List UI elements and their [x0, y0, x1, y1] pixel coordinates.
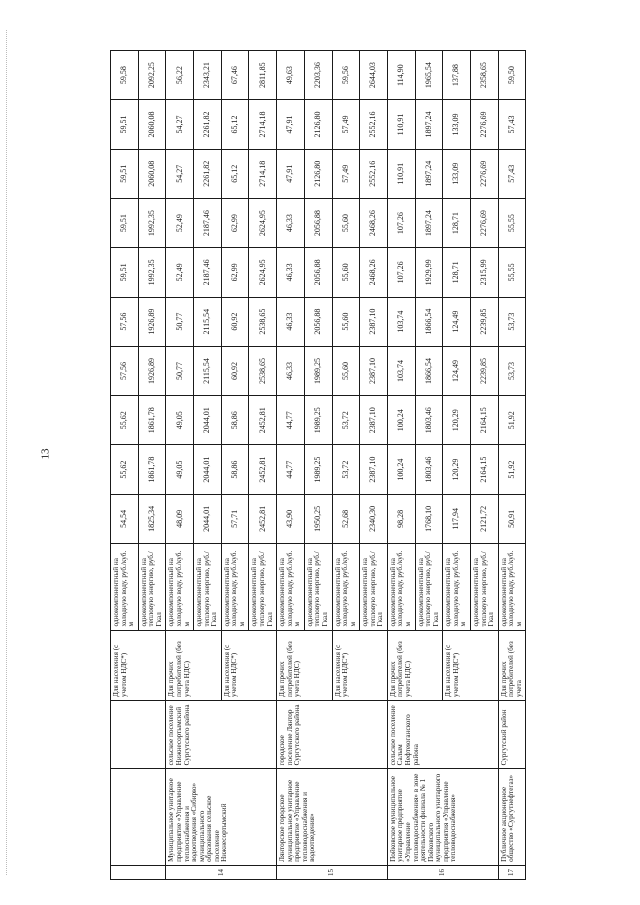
tariff-table-container — [110, 50, 526, 880]
tariff-value-cell: 53,73 — [498, 297, 526, 346]
tariff-value-cell: 103,74 — [387, 297, 415, 346]
tariff-value-cell: 49,05 — [166, 445, 194, 494]
tariff-value-cell: 1803,46 — [415, 445, 443, 494]
tariff-value-cell: 50,77 — [166, 346, 194, 395]
tariff-value-cell: 2115,54 — [194, 346, 222, 395]
tariff-value-cell: 1926,89 — [138, 346, 166, 395]
row-index — [111, 865, 166, 879]
tariff-value-cell: 2261,82 — [194, 100, 222, 149]
tariff-value-cell: 1866,54 — [415, 346, 443, 395]
tariff-value-cell: 100,24 — [387, 396, 415, 445]
tariff-value-cell: 107,26 — [387, 248, 415, 297]
tariff-value-cell: 2538,65 — [249, 297, 277, 346]
consumer-group-cell: Для населения (с учетом НДС*) — [221, 630, 276, 700]
tariff-value-cell: 124,49 — [443, 346, 471, 395]
table-row — [277, 51, 305, 880]
tariff-value-cell: 52,49 — [166, 248, 194, 297]
tariff-value-cell: 2276,69 — [470, 149, 498, 198]
consumer-group-cell: Для населения (с учетом НДС*) — [332, 630, 387, 700]
tariff-value-cell: 1992,35 — [138, 198, 166, 247]
tariff-value-cell: 137,88 — [443, 51, 471, 100]
tariff-value-cell: 59,51 — [111, 149, 139, 198]
tariff-value-cell: 1989,25 — [304, 445, 332, 494]
tariff-type-cell: однокомпонентный на холодную воду, руб./куб. м — [332, 544, 360, 631]
tariff-value-cell: 2714,18 — [249, 100, 277, 149]
tariff-value-cell: 2164,15 — [470, 445, 498, 494]
tariff-value-cell: 55,62 — [111, 445, 139, 494]
tariff-value-cell: 1897,24 — [415, 100, 443, 149]
tariff-type-cell: однокомпонентный на холодную воду, руб./куб. м — [498, 544, 526, 631]
tariff-value-cell: 59,58 — [111, 51, 139, 100]
tariff-value-cell: 46,33 — [277, 248, 305, 297]
tariff-value-cell: 54,54 — [111, 494, 139, 543]
tariff-value-cell: 2468,26 — [360, 248, 388, 297]
tariff-value-cell: 2121,72 — [470, 494, 498, 543]
tariff-value-cell: 62,99 — [221, 248, 249, 297]
tariff-value-cell: 2060,08 — [138, 149, 166, 198]
tariff-value-cell: 128,71 — [443, 248, 471, 297]
tariff-value-cell: 47,91 — [277, 100, 305, 149]
tariff-value-cell: 1897,24 — [415, 149, 443, 198]
tariff-value-cell: 2239,85 — [470, 346, 498, 395]
territory-cell: Сургутский район — [498, 700, 526, 768]
tariff-value-cell: 60,92 — [221, 346, 249, 395]
consumer-group-cell: Для населения (с учетом НДС*) — [111, 630, 166, 700]
tariff-value-cell: 53,72 — [332, 445, 360, 494]
tariff-value-cell: 1768,10 — [415, 494, 443, 543]
tariff-value-cell: 59,51 — [111, 198, 139, 247]
tariff-value-cell: 1897,24 — [415, 198, 443, 247]
tariff-value-cell: 59,51 — [111, 100, 139, 149]
tariff-value-cell: 59,51 — [111, 248, 139, 297]
consumer-group-cell: Для прочих потребителей (без учета — [498, 630, 526, 700]
tariff-value-cell: 44,77 — [277, 445, 305, 494]
tariff-value-cell: 55,60 — [332, 198, 360, 247]
tariff-table — [110, 50, 526, 880]
tariff-value-cell: 51,92 — [498, 445, 526, 494]
tariff-value-cell: 62,99 — [221, 198, 249, 247]
organization-cell: Муниципальное унитарное предприятие «Управление теплоснабжения и водоотведения «Сибирю» муниципального образования сельское поселение Нижнесортымский — [166, 769, 277, 866]
tariff-value-cell: 133,09 — [443, 100, 471, 149]
tariff-value-cell: 57,43 — [498, 149, 526, 198]
tariff-type-cell: однокомпонентный на холодную воду, руб./куб. м — [111, 544, 139, 631]
tariff-value-cell: 1992,35 — [138, 248, 166, 297]
tariff-value-cell: 2552,16 — [360, 149, 388, 198]
tariff-value-cell: 2468,26 — [360, 198, 388, 247]
tariff-value-cell: 52,49 — [166, 198, 194, 247]
tariff-value-cell: 57,56 — [111, 346, 139, 395]
tariff-value-cell: 2276,69 — [470, 100, 498, 149]
tariff-value-cell: 2056,88 — [304, 248, 332, 297]
tariff-value-cell: 2044,01 — [194, 396, 222, 445]
tariff-value-cell: 46,33 — [277, 346, 305, 395]
tariff-type-cell: однокомпонентный на холодную воду, руб./куб. м — [277, 544, 305, 631]
tariff-value-cell: 50,91 — [498, 494, 526, 543]
tariff-value-cell: 100,24 — [387, 445, 415, 494]
tariff-value-cell: 128,71 — [443, 198, 471, 247]
tariff-value-cell: 2452,81 — [249, 494, 277, 543]
tariff-value-cell: 55,60 — [332, 248, 360, 297]
tariff-value-cell: 1929,99 — [415, 248, 443, 297]
tariff-value-cell: 55,62 — [111, 396, 139, 445]
territory-cell: городское поселение Лянтор Сургутского района — [277, 700, 388, 768]
tariff-value-cell: 1866,54 — [415, 297, 443, 346]
tariff-value-cell: 1989,25 — [304, 346, 332, 395]
tariff-value-cell: 59,50 — [498, 51, 526, 100]
tariff-value-cell: 110,91 — [387, 100, 415, 149]
territory-cell: сельское поселение Салым Нефтеюганского района — [387, 700, 498, 768]
tariff-type-cell: однокомпонентный на тепловую энергию, руб./Гкал — [249, 544, 277, 631]
tariff-value-cell: 48,09 — [166, 494, 194, 543]
tariff-value-cell: 1950,25 — [304, 494, 332, 543]
tariff-value-cell: 57,49 — [332, 100, 360, 149]
tariff-value-cell: 2164,15 — [470, 396, 498, 445]
tariff-value-cell: 2624,95 — [249, 198, 277, 247]
tariff-value-cell: 54,27 — [166, 100, 194, 149]
table-row — [498, 51, 526, 880]
tariff-value-cell: 54,27 — [166, 149, 194, 198]
tariff-value-cell: 52,68 — [332, 494, 360, 543]
tariff-value-cell: 2452,81 — [249, 396, 277, 445]
tariff-value-cell: 124,49 — [443, 297, 471, 346]
tariff-value-cell: 57,43 — [498, 100, 526, 149]
tariff-value-cell: 55,55 — [498, 248, 526, 297]
tariff-value-cell: 2239,85 — [470, 297, 498, 346]
tariff-type-cell: однокомпонентный на холодную воду, руб./куб. м — [387, 544, 415, 631]
tariff-type-cell: однокомпонентный на тепловую энергию, руб./Гкал — [194, 544, 222, 631]
tariff-value-cell: 59,56 — [332, 51, 360, 100]
tariff-value-cell: 1803,46 — [415, 396, 443, 445]
tariff-value-cell: 51,92 — [498, 396, 526, 445]
tariff-value-cell: 44,77 — [277, 396, 305, 445]
tariff-value-cell: 55,55 — [498, 198, 526, 247]
tariff-value-cell: 2126,80 — [304, 100, 332, 149]
tariff-value-cell: 2714,18 — [249, 149, 277, 198]
organization-cell: Пойковское муниципальное унитарное предприятие «Управление тепловодоснабжения» в зоне деятельности филиала № 1 Пойковского муниципального унитарного предприятия «Управление тепловодоснабжения» — [387, 769, 498, 866]
tariff-value-cell: 103,74 — [387, 346, 415, 395]
tariff-value-cell: 2387,10 — [360, 297, 388, 346]
tariff-value-cell: 2187,46 — [194, 248, 222, 297]
consumer-group-cell: Для населения (с учетом НДС*) — [443, 630, 498, 700]
tariff-value-cell: 2624,95 — [249, 248, 277, 297]
tariff-value-cell: 2644,03 — [360, 51, 388, 100]
tariff-value-cell: 2538,65 — [249, 346, 277, 395]
tariff-value-cell: 98,28 — [387, 494, 415, 543]
consumer-group-cell: Для прочих потребителей (без учета НДС) — [166, 630, 221, 700]
tariff-value-cell: 53,72 — [332, 396, 360, 445]
tariff-value-cell: 53,73 — [498, 346, 526, 395]
territory-cell — [111, 700, 166, 768]
table-row — [111, 51, 139, 880]
tariff-value-cell: 2276,69 — [470, 198, 498, 247]
tariff-value-cell: 2811,85 — [249, 51, 277, 100]
tariff-value-cell: 2552,16 — [360, 100, 388, 149]
tariff-value-cell: 114,90 — [387, 51, 415, 100]
tariff-value-cell: 2387,10 — [360, 445, 388, 494]
tariff-value-cell: 1989,25 — [304, 396, 332, 445]
tariff-value-cell: 65,12 — [221, 149, 249, 198]
tariff-type-cell: однокомпонентный на тепловую энергию, руб./Гкал — [470, 544, 498, 631]
tariff-value-cell: 2126,80 — [304, 149, 332, 198]
tariff-value-cell: 2203,36 — [304, 51, 332, 100]
table-row — [387, 51, 415, 880]
tariff-value-cell: 46,33 — [277, 198, 305, 247]
tariff-value-cell: 1825,34 — [138, 494, 166, 543]
tariff-value-cell: 49,63 — [277, 51, 305, 100]
organization-cell: Публичное акционерное общество «Сургутнефтегаз» — [498, 769, 526, 866]
row-index: 14 — [166, 865, 277, 879]
tariff-value-cell: 2044,01 — [194, 445, 222, 494]
tariff-value-cell: 120,29 — [443, 396, 471, 445]
tariff-value-cell: 2060,08 — [138, 100, 166, 149]
tariff-value-cell: 50,77 — [166, 297, 194, 346]
tariff-value-cell: 60,92 — [221, 297, 249, 346]
tariff-value-cell: 2044,01 — [194, 494, 222, 543]
tariff-value-cell: 57,49 — [332, 149, 360, 198]
tariff-value-cell: 57,71 — [221, 494, 249, 543]
tariff-value-cell: 1861,78 — [138, 445, 166, 494]
tariff-type-cell: однокомпонентный на холодную воду, руб./куб. м — [221, 544, 249, 631]
tariff-value-cell: 107,26 — [387, 198, 415, 247]
tariff-value-cell: 1861,78 — [138, 396, 166, 445]
tariff-type-cell: однокомпонентный на тепловую энергию, руб./Гкал — [304, 544, 332, 631]
territory-cell: сельское поселение Нижнесортымский Сургутского района — [166, 700, 277, 768]
tariff-value-cell: 58,86 — [221, 445, 249, 494]
tariff-value-cell: 65,12 — [221, 100, 249, 149]
tariff-value-cell: 55,60 — [332, 297, 360, 346]
tariff-value-cell: 2261,82 — [194, 149, 222, 198]
tariff-value-cell: 1926,89 — [138, 297, 166, 346]
tariff-value-cell: 67,46 — [221, 51, 249, 100]
tariff-value-cell: 47,91 — [277, 149, 305, 198]
row-index: 17 — [498, 865, 526, 879]
tariff-value-cell: 2343,21 — [194, 51, 222, 100]
tariff-value-cell: 1965,54 — [415, 51, 443, 100]
tariff-value-cell: 58,86 — [221, 396, 249, 445]
tariff-value-cell: 120,29 — [443, 445, 471, 494]
tariff-value-cell: 2358,65 — [470, 51, 498, 100]
organization-cell: Лянторское городское муниципальное унитарное предприятие «Управление тепловодоснабжения и водоотведения» — [277, 769, 388, 866]
tariff-value-cell: 2056,88 — [304, 198, 332, 247]
table-row — [166, 51, 194, 880]
tariff-value-cell: 2187,46 — [194, 198, 222, 247]
tariff-value-cell: 2452,81 — [249, 445, 277, 494]
consumer-group-cell: Для прочих потребителей (без учета НДС) — [387, 630, 442, 700]
tariff-value-cell: 2315,99 — [470, 248, 498, 297]
tariff-value-cell: 2340,30 — [360, 494, 388, 543]
tariff-value-cell: 117,94 — [443, 494, 471, 543]
tariff-type-cell: однокомпонентный на холодную воду, руб./куб. м — [443, 544, 471, 631]
tariff-value-cell: 2092,25 — [138, 51, 166, 100]
tariff-value-cell: 49,05 — [166, 396, 194, 445]
tariff-type-cell: однокомпонентный на тепловую энергию, руб./Гкал — [360, 544, 388, 631]
tariff-value-cell: 43,90 — [277, 494, 305, 543]
tariff-value-cell: 46,33 — [277, 297, 305, 346]
tariff-type-cell: однокомпонентный на тепловую энергию, руб./Гкал — [138, 544, 166, 631]
tariff-value-cell: 2387,10 — [360, 346, 388, 395]
tariff-value-cell: 110,91 — [387, 149, 415, 198]
page-number: 13 — [39, 448, 52, 460]
tariff-value-cell: 133,09 — [443, 149, 471, 198]
tariff-value-cell: 55,60 — [332, 346, 360, 395]
tariff-value-cell: 57,56 — [111, 297, 139, 346]
consumer-group-cell: Для прочих потребителей (без учета НДС) — [277, 630, 332, 700]
tariff-type-cell: однокомпонентный на тепловую энергию, руб./Гкал — [415, 544, 443, 631]
organization-cell — [111, 769, 166, 866]
tariff-value-cell: 56,22 — [166, 51, 194, 100]
tariff-value-cell: 2115,54 — [194, 297, 222, 346]
tariff-type-cell: однокомпонентный на холодную воду, руб./куб. м — [166, 544, 194, 631]
row-index: 15 — [277, 865, 388, 879]
tariff-value-cell: 2387,10 — [360, 396, 388, 445]
tariff-value-cell: 2056,88 — [304, 297, 332, 346]
row-index: 16 — [387, 865, 498, 879]
